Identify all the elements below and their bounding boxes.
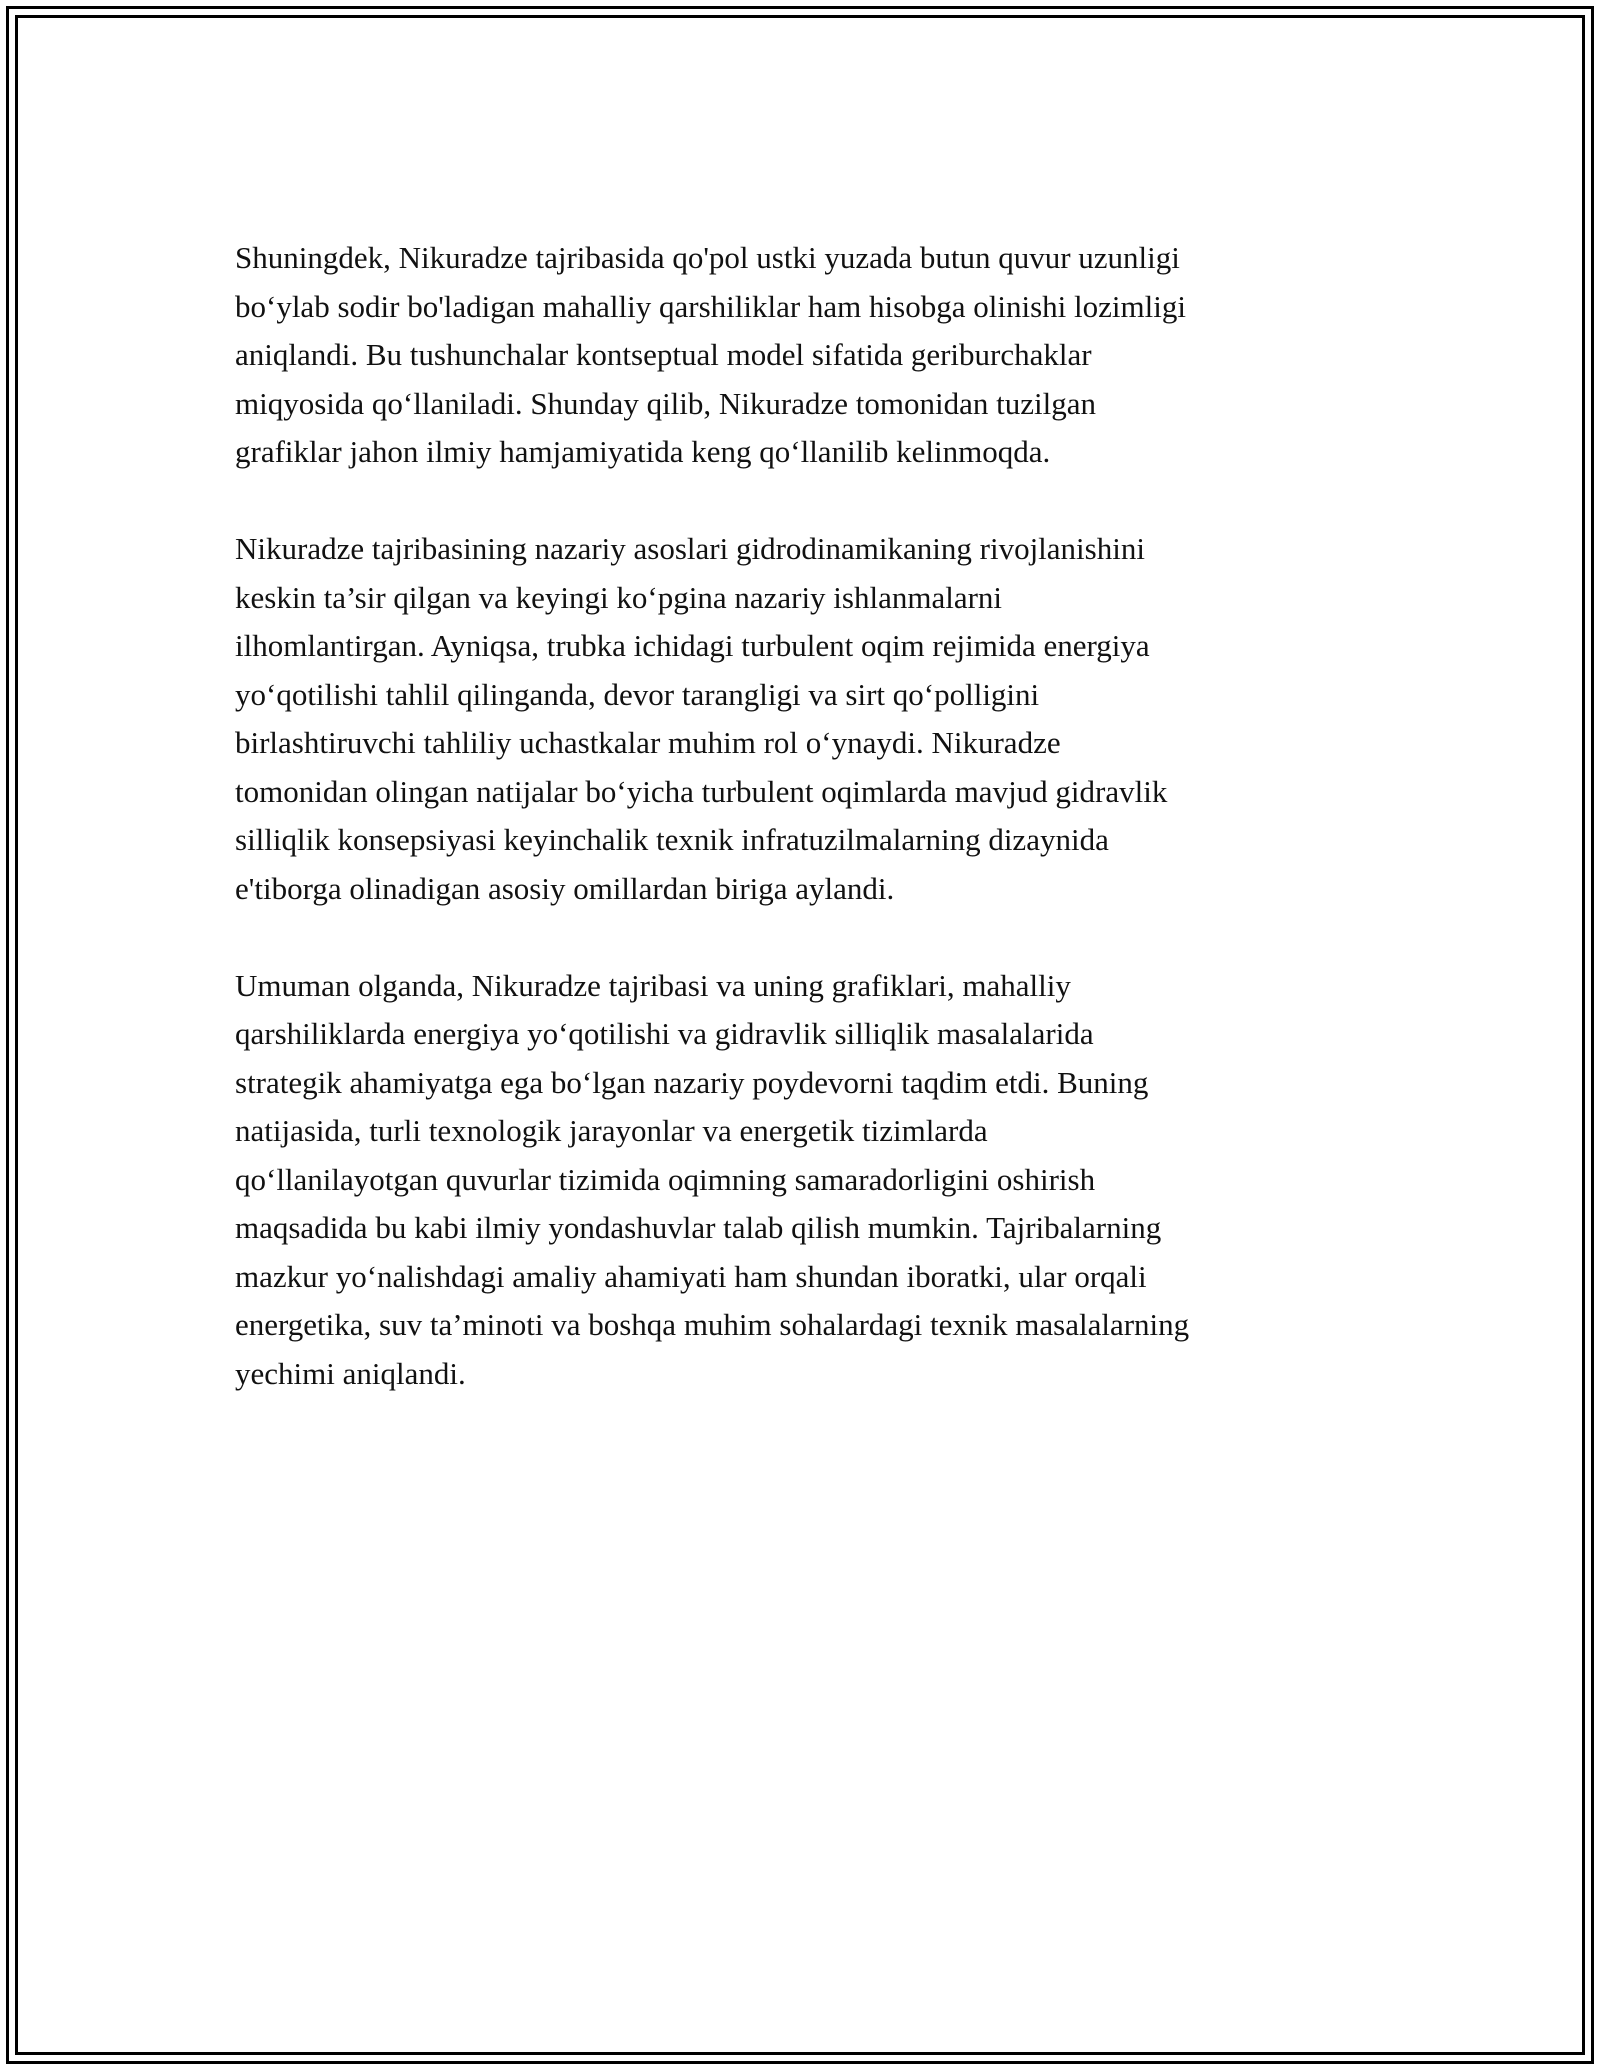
paragraph-3: Umuman olganda, Nikuradze tajribasi va uning grafiklari, mahalliy qarshiliklarda energiya yo‘qotilishi va gidravlik silliqlik masalalarida strategik ahamiyatga ega bo‘lgan nazariy poydevorni taqdim etdi. Buning natijasida, turli texnologik jarayonlar va energetik tizimlarda qo‘llanilayotgan quvurlar tizimida oqimning samaradorligini oshirish maqsadida bu kabi ilmiy yondashuvlar talab qilish mumkin. Tajribalarning mazkur yo‘nalishdagi amaliy ahamiyati ham shundan iboratki, ular orqali energetika, suv ta’minoti va boshqa muhim sohalardagi texnik masalalarning yechimi aniqlandi. — [235, 967, 1190, 1391]
document-body — [235, 234, 1375, 1447]
paragraph-2: Nikuradze tajribasining nazariy asoslari gidrodinamikaning rivojlanishini keskin ta’sir qilgan va keyingi ko‘pgina nazariy ishlanmalarni ilhomlantirgan. Ayniqsa, trubka ichidagi turbulent oqim rejimida energiya yo‘qotilishi tahlil qilinganda, devor tarangligi va sirt qo‘polligini birlashtiruvchi tahliliy uchastkalar muhim rol o‘ynaydi. Nikuradze tomonidan olingan natijalar bo‘yicha turbulent oqimlarda mavjud gidravlik silliqlik konsepsiyasi keyinchalik texnik infratuzilmalarning dizaynida e'tiborga olinadigan asosiy omillardan biriga aylandi. — [235, 531, 1168, 906]
paragraph-1: Shuningdek, Nikuradze tajribasida qo'pol ustki yuzada butun quvur uzunligi bo‘ylab sodir bo'ladigan mahalliy qarshiliklar ham hisobga olinishi lozimligi aniqlandi. Bu tushunchalar kontseptual model sifatida geriburchaklar miqyosida qo‘llaniladi. Shunday qilib, Nikuradze tomonidan tuzilgan grafiklar jahon ilmiy hamjamiyatida keng qo‘llanilib kelinmoqda. — [235, 240, 1186, 469]
